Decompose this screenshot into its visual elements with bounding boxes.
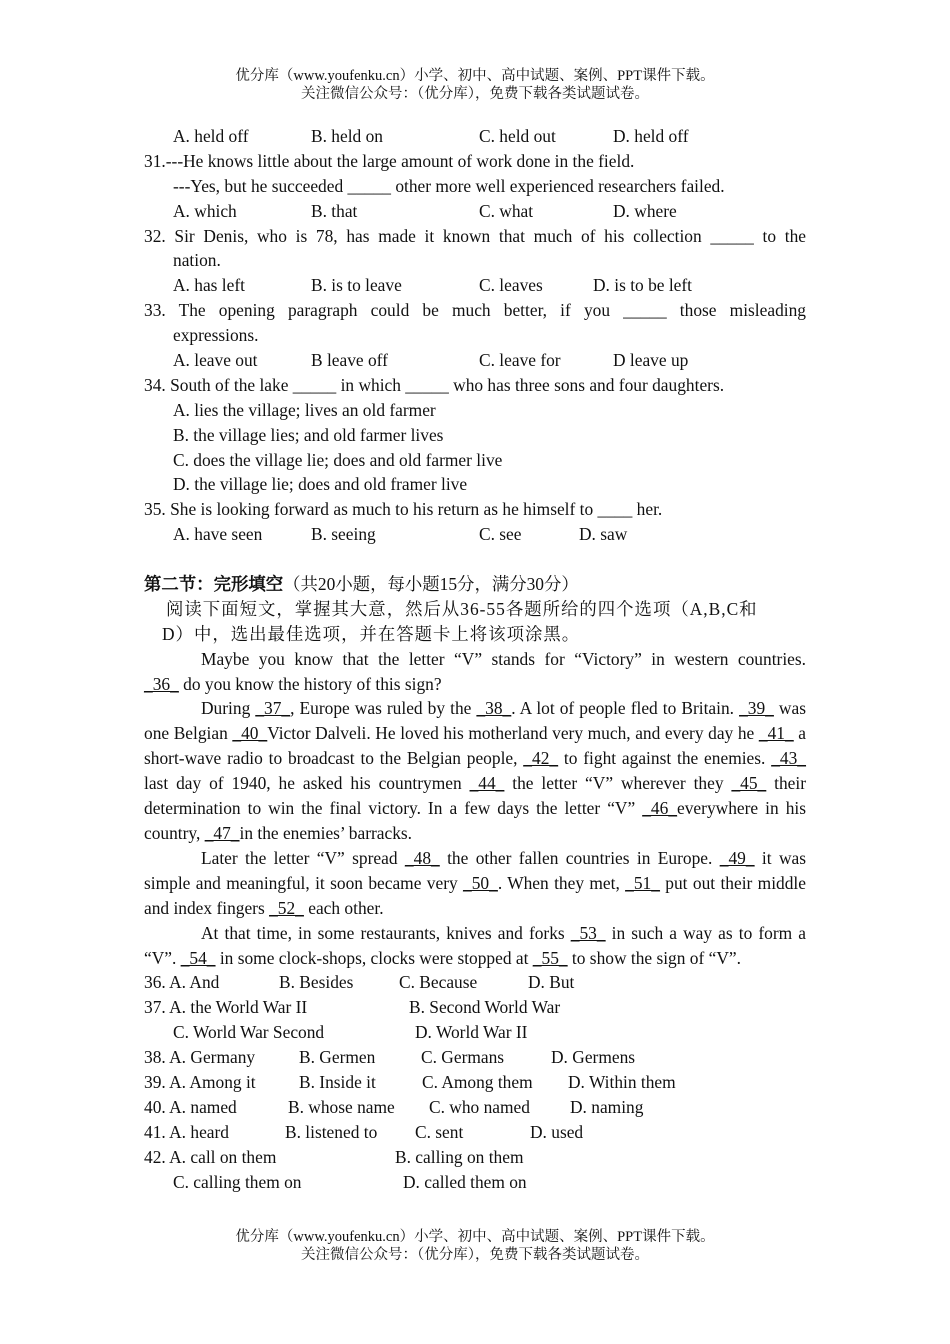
section-title: 第二节：完形填空 [144,574,284,595]
blank-48: _48_ [404,847,440,868]
page-footer [0,1228,950,1264]
passage-text: in some clock-shops, clocks were stopped at [215,947,533,968]
option-c: C. World War Second [173,1022,325,1043]
option-b: B. that [311,200,358,221]
option-a: 38. A. Germany [144,1047,256,1068]
blank-51: _51_ [625,872,660,893]
option-a: 36. A. And [144,972,220,993]
passage-text: put out their middle and index fingers [144,872,806,918]
blank-40: _40_ [232,723,268,744]
option-a: 37. A. the World War II [144,997,308,1018]
q39-options [144,1070,806,1095]
q38-options [144,1045,806,1070]
passage-text: to fight against the enemies. [558,748,772,769]
option-a: A. have seen [173,524,263,545]
blank-45: _45_ [731,773,767,794]
passage-text: At that time, in some restaurants, knives and forks [201,922,571,943]
option-b: B. held on [311,126,383,146]
option-d: D. But [528,972,575,993]
option-b: B. Second World War [409,997,561,1018]
option-d: D. is to be left [593,275,693,296]
option-c: C. leave for [479,350,561,371]
option-a: A. has left [173,275,245,296]
blank-50: _50_ [463,872,498,893]
option-a: A. leave out [173,350,258,371]
option-a: 42. A. call on them [144,1146,277,1167]
option-b: B leave off [311,350,388,371]
blank-55: _55_ [532,947,568,968]
blank-38: _38_ [476,698,512,719]
q40-options [144,1095,806,1120]
option-a: 41. A. heard [144,1121,229,1142]
blank-54: _54_ [180,947,216,968]
blank-53: _53_ [570,922,606,943]
option-d: D. Germens [551,1047,636,1068]
option-c: C. who named [429,1096,530,1117]
section-heading [144,572,806,597]
section-instructions-1: 阅读下面短文，掌握其大意，然后从36-55各题所给的四个选项（A,B,C和 [166,598,758,619]
exam-content [144,124,806,1194]
blank-44: _44_ [469,773,505,794]
q35-stem: 35. She is looking forward as much to his return as he himself to ____ her. [144,499,663,520]
q33-stem-cont: expressions. [173,325,259,346]
q31-stem: 31.---He knows little about the large amount of work done in the field. [144,150,635,171]
footer-line-1: 优分库（www.youfenku.cn）小学、初中、高中试题、案例、PPT课件下载。 [235,1229,715,1245]
blank-41: _41_ [758,723,794,744]
header-line-1: 优分库（www.youfenku.cn）小学、初中、高中试题、案例、PPT课件下载。 [235,68,715,84]
q34-option-a: A. lies the village; lives an old farmer [173,399,436,420]
passage-text: the letter “V” wherever they [504,773,732,794]
passage-text: was one Belgian [144,698,806,744]
option-b: B. Inside it [299,1072,376,1093]
q37-options-row2 [144,1020,806,1045]
passage-text: everywhere in his country, [144,798,806,844]
q32-stem: 32. Sir Denis, who is 78, has made it known that much of his collection _____ to the [144,225,806,246]
passage-text: During [201,698,256,719]
option-c: C. calling them on [173,1171,302,1192]
page-header [0,67,950,103]
blank-37: _37_ [255,698,291,719]
footer-line-2: 关注微信公众号：（优分库），免费下载各类试题试卷。 [301,1247,649,1263]
blank-52: _52_ [269,897,304,918]
option-d: D. naming [570,1096,644,1117]
option-a: 40. A. named [144,1096,237,1117]
passage-text: to show the sign of “V”. [567,947,741,968]
section-note: （共20小题，每小题15分，满分30分） [283,574,579,595]
passage-text: last day of 1940, he asked his countrymen [144,773,470,794]
option-b: B. is to leave [311,275,402,296]
passage-text: in the enemies’ barracks. [239,823,413,844]
q30-options [144,124,806,149]
option-b: B. whose name [288,1096,395,1117]
option-c: C. Among them [422,1072,533,1093]
option-d: D. where [613,200,677,221]
option-b: B. listened to [285,1121,378,1142]
q34-option-c: C. does the village lie; does and old farmer live [173,449,503,470]
passage-text: . A lot of people fled to Britain. [511,698,740,719]
passage-paragraph-3 [144,846,806,921]
passage-text: the other fallen countries in Europe. [439,847,720,868]
q33-options [144,348,806,373]
q41-options [144,1120,806,1145]
q36-options [144,970,806,995]
option-b: B. Germen [299,1047,376,1068]
section-instructions-2: D）中，选出最佳选项，并在答题卡上将该项涂黑。 [162,623,581,644]
option-c: C. Because [399,972,478,993]
passage-text: in such a way as to form a “V”. [144,922,806,968]
blank-49: _49_ [719,847,755,868]
passage-text: Later the letter “V” spread [201,847,405,868]
option-a: A. held off [173,126,249,146]
option-c: C. Germans [421,1047,505,1068]
option-b: B. seeing [311,524,376,545]
option-b: B. Besides [279,972,354,993]
option-d: D. World War II [415,1022,528,1043]
q31-options [144,199,806,224]
passage-text: each other. [303,897,384,918]
blank-47: _47_ [204,823,240,844]
blank-36: _36_ [144,673,179,694]
option-c: C. what [479,200,534,221]
q42-options-row1 [144,1145,806,1170]
q34-option-d: D. the village lie; does and old framer live [173,474,468,495]
option-d: D leave up [613,350,689,371]
q35-options [144,522,806,547]
blank-43: _43_ [771,748,806,769]
blank-42: _42_ [523,748,559,769]
q34-stem: 34. South of the lake _____ in which _____ who has three sons and four daughters. [144,374,725,395]
passage-p1-line1: Maybe you know that the letter “V” stands for “Victory” in western countries. [201,648,806,669]
passage-p1-line2 [144,672,806,697]
passage-p1-rest: do you know the history of this sign? [178,673,442,694]
q34-option-b: B. the village lies; and old farmer lives [173,424,444,445]
q42-options-row2 [144,1170,806,1195]
option-c: C. leaves [479,275,543,296]
option-c: C. held out [479,126,556,146]
option-c: C. see [479,524,522,545]
q31-stem-reply: ---Yes, but he succeeded _____ other more well experienced researchers failed. [173,175,725,196]
q32-stem-cont: nation. [173,250,221,271]
option-a: A. which [173,200,237,221]
option-d: D. Within them [568,1072,676,1093]
q33-stem: 33. The opening paragraph could be much better, if you _____ those misleading [144,300,806,321]
passage-text: their determination to win the final victory. In a few days the letter “V” [144,773,807,819]
passage-text: it was simple and meaningful, it soon became very [144,847,806,893]
option-d: D. held off [613,126,689,146]
blank-39: _39_ [739,698,774,719]
passage-paragraph-4 [144,921,806,971]
passage-text: , Europe was ruled by the [290,698,477,719]
header-line-2: 关注微信公众号：（优分库），免费下载各类试题试卷。 [301,86,649,102]
option-a: 39. A. Among it [144,1072,256,1093]
option-d: D. called them on [403,1171,527,1192]
passage-text: . When they met, [497,872,626,893]
option-d: D. used [530,1121,584,1142]
option-d: D. saw [579,524,628,545]
passage-paragraph-2 [144,696,806,845]
passage-text: Victor Dalveli. He loved his motherland very much, and every day he [267,723,759,744]
q32-options [144,273,806,298]
passage-text: a short-wave radio to broadcast to the Belgian people, [144,723,806,769]
option-c: C. sent [415,1121,464,1142]
option-b: B. calling on them [395,1146,524,1167]
q37-options-row1 [144,995,806,1020]
blank-46: _46_ [642,798,678,819]
